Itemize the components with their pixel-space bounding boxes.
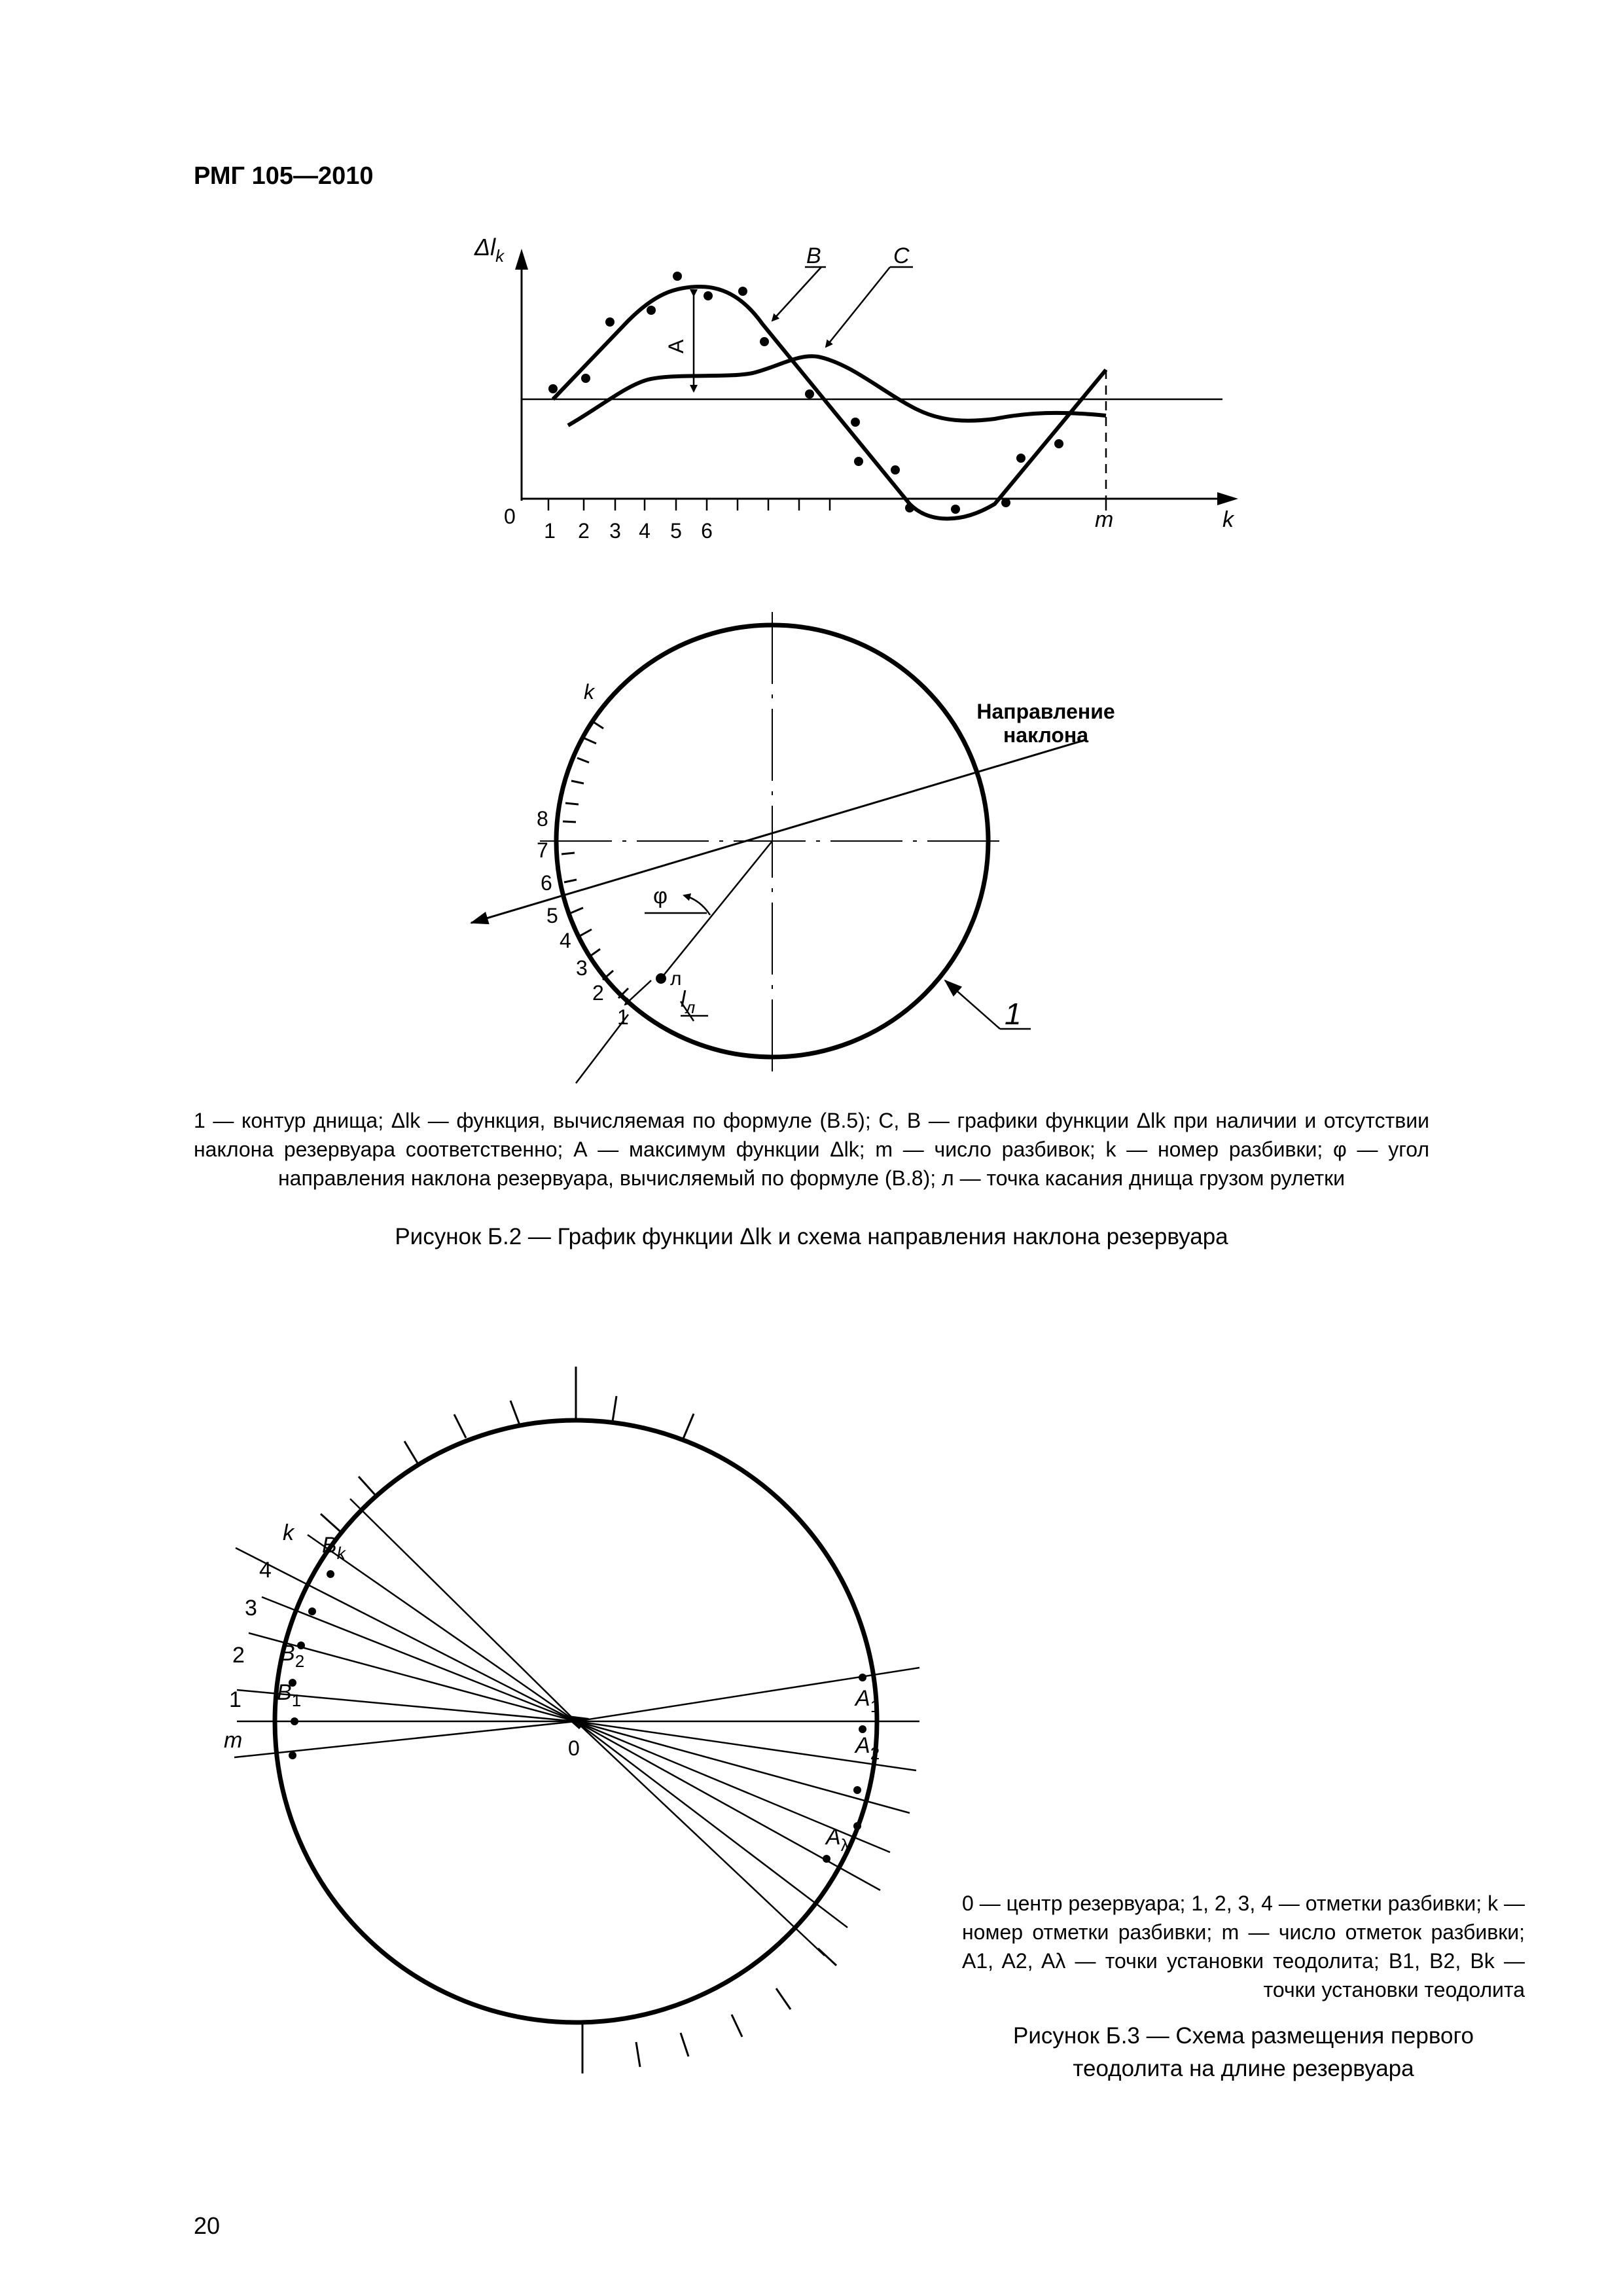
tilt-direction-circle [471,612,1115,1083]
circle-mark-3: 3 [576,956,588,980]
curve-b-leader [772,267,821,321]
circle-mark-1: 1 [617,1005,629,1029]
point-label-alambda: $A_\lambda$ [826,1825,849,1855]
mark-label-k: k [283,1520,294,1545]
figure-b3-legend: 0 — центр резервуара; 1, 2, 3, 4 — отметки разбивки; k — номер отметки разбивки; m — число отметок разбивки; A1, A2, Aλ — точки установки теодолита; B1, B2, Bk — точки установки теодолита [962,1892,1525,2001]
point-label-a2: $A_2$ [855,1733,880,1763]
graph-x-arrow [1217,492,1238,505]
direction-label-line2: наклона [1003,723,1089,747]
graph-x-tick-4: 4 [639,519,651,543]
graph-x-tick-1: 1 [544,519,556,543]
mark-label-1: 1 [229,1687,241,1712]
measurement-points [548,272,1063,514]
amplitude-label: A [664,339,688,353]
graph-x-axis-label: k [1222,507,1234,532]
figure-b2-caption: Рисунок Б.2 — График функции Δlk и схема направления наклона резервуара [395,1224,1228,1249]
point-label-a1: $A_1$ [855,1686,880,1716]
phi-arc [684,895,710,915]
curve-b [553,287,1106,519]
curve-c-leader [826,267,890,347]
graph-x-tick-2: 2 [578,519,590,543]
mark-label-m: m [224,1728,243,1753]
graph-x-tick-3: 3 [609,519,621,543]
document-header: РМГ 105—2010 [194,162,374,190]
figure-b3-caption: Рисунок Б.3 — Схема размещения первого теодолита на длине резервуара [1013,2023,1474,2081]
length-label: $l_л$ [681,987,696,1017]
mark-label-3: 3 [245,1596,257,1621]
contour-leader [945,980,1000,1029]
theodolite-layout-circle [224,1367,919,2073]
graph-y-arrow [515,249,528,270]
centre-label: 0 [568,1736,580,1760]
point-label-b1: $B_1$ [277,1680,302,1710]
circle-mark-8: 8 [537,807,548,831]
phi-label: φ [653,884,668,908]
circle-mark-2: 2 [592,981,604,1005]
graph-origin-label: 0 [504,505,516,528]
lead-touch-point [656,973,666,984]
lead-touch-point-label: л [670,968,682,990]
circle-k-label: k [584,680,594,704]
theodolite-points [289,1570,866,1863]
contour-label: 1 [1005,997,1022,1031]
circle-mark-6: 6 [541,871,552,895]
circle-mark-4: 4 [560,929,571,952]
graph-x-tick-5: 5 [670,519,682,543]
graph-x-tick-6: 6 [701,519,713,543]
graph-m-label: m [1095,507,1114,532]
delta-l-graph [474,234,1238,543]
graph-x-ticks [548,499,1106,511]
point-label-b2: $B_2$ [280,1641,305,1671]
theodolite-rays [234,1499,919,1956]
figure-b2-legend: 1 — контур днища; Δlk — функция, вычисляемая по формуле (В.5); С, В — графики функции Δlk при наличии и отсутствии наклона резервуара соответственно; А — максимум функции Δlk; m — число разбивок; k — номер разбивки; φ — угол направления наклона резервуара, вычисляемый по формуле (В.8); л — точка касания днища грузом рулетки [194,1109,1429,1190]
page-number: 20 [194,2212,221,2239]
curve-c-label: C [893,243,910,268]
tilt-direction-line [471,740,1086,923]
mark-label-2: 2 [232,1643,245,1668]
circle-mark-5: 5 [546,904,558,927]
curve-b-label: B [806,243,821,268]
mark-label-4: 4 [259,1558,272,1583]
direction-label-line1: Направление [976,700,1115,723]
circle-mark-7: 7 [537,838,548,862]
graph-y-axis-label: $\Delta l_k$ [474,234,505,266]
point-label-bk: $B_k$ [322,1533,346,1563]
